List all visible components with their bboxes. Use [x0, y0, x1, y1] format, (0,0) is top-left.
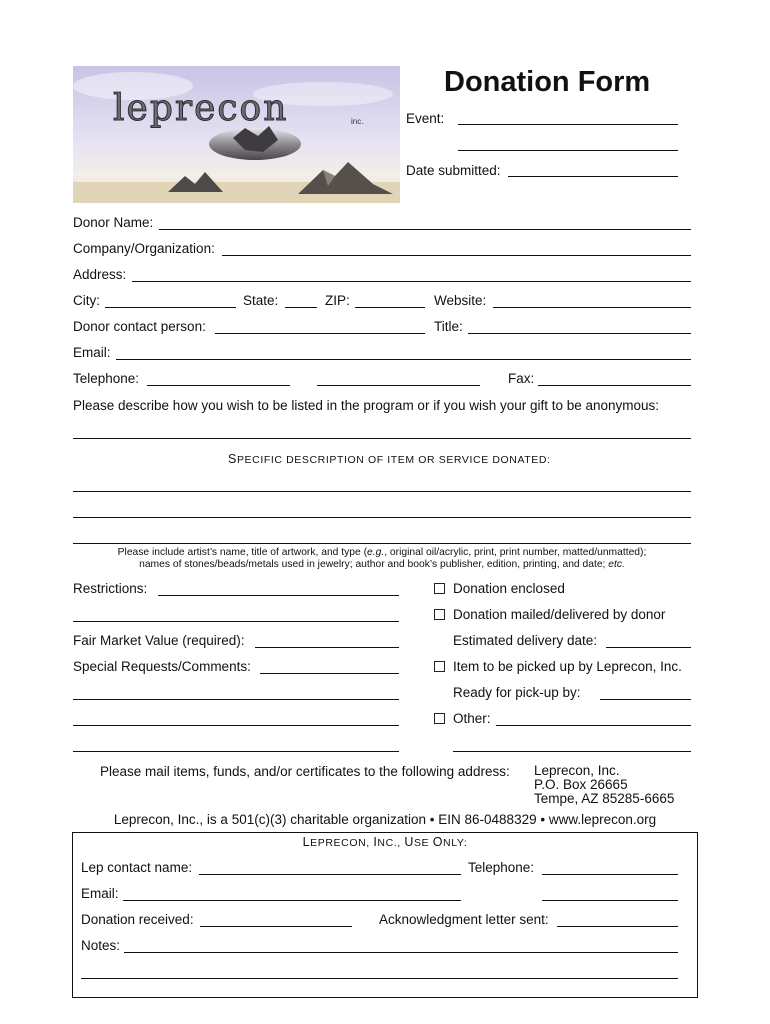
special-requests-line-4[interactable]: [73, 751, 399, 752]
leprecon-logo: [73, 66, 400, 203]
checkbox[interactable]: [434, 583, 445, 594]
mailing-address: Leprecon, Inc. P.O. Box 26665 Tempe, AZ 85285-6665: [534, 763, 675, 806]
city-label: City:: [73, 293, 100, 308]
office-email-line[interactable]: [123, 900, 461, 901]
estimated-delivery-label: Estimated delivery date:: [453, 633, 598, 648]
title-label: Title:: [434, 319, 463, 334]
ack-letter-label: Acknowledgment letter sent:: [379, 912, 549, 927]
special-requests-line-2[interactable]: [73, 699, 399, 700]
donation-enclosed-option[interactable]: Donation enclosed: [434, 581, 565, 596]
telephone-label: Telephone:: [73, 371, 140, 386]
special-requests-line-1[interactable]: [260, 673, 399, 674]
company-label: Company/Organization:: [73, 241, 215, 256]
city-line[interactable]: [105, 307, 236, 308]
notes-label: Notes:: [81, 938, 121, 953]
special-requests-label: Special Requests/Comments:: [73, 659, 251, 674]
contact-person-label: Donor contact person:: [73, 319, 206, 334]
event-line-1[interactable]: [458, 124, 678, 125]
other-option[interactable]: Other:: [434, 711, 491, 726]
page-title: Donation Form: [444, 66, 651, 98]
email-line[interactable]: [116, 359, 691, 360]
office-use-heading: LEPRECON, INC., USE ONLY:: [302, 835, 468, 849]
other-line-1[interactable]: [496, 725, 691, 726]
notes-line-2[interactable]: [81, 978, 678, 979]
website-line[interactable]: [493, 307, 691, 308]
special-requests-line-3[interactable]: [73, 725, 399, 726]
office-email-label: Email:: [81, 886, 119, 901]
telephone-line[interactable]: [147, 385, 290, 386]
title-line[interactable]: [468, 333, 691, 334]
office-telephone-line[interactable]: [542, 874, 678, 875]
website-label: Website:: [434, 293, 487, 308]
description-line-2[interactable]: [73, 517, 691, 518]
donor-name-label: Donor Name:: [73, 215, 154, 230]
company-line[interactable]: [222, 255, 691, 256]
telephone-line-2[interactable]: [317, 385, 480, 386]
date-submitted-label: Date submitted:: [406, 163, 501, 178]
picked-up-option[interactable]: Item to be picked up by Leprecon, Inc.: [434, 659, 682, 674]
donation-received-label: Donation received:: [81, 912, 194, 927]
zip-line[interactable]: [355, 307, 425, 308]
svg-text:leprecon: leprecon: [113, 88, 289, 129]
ready-pickup-label: Ready for pick-up by:: [453, 685, 581, 700]
zip-label: ZIP:: [325, 293, 350, 308]
event-line-2[interactable]: [458, 150, 678, 151]
fax-label: Fax:: [508, 371, 535, 386]
restrictions-label: Restrictions:: [73, 581, 148, 596]
estimated-delivery-line[interactable]: [606, 647, 691, 648]
mail-instruction: Please mail items, funds, and/or certificates to the following address:: [100, 764, 510, 779]
description-line-3[interactable]: [73, 543, 691, 544]
description-note: Please include artist’s name, title of artwork, and type (e.g., original oil/acrylic, print, print number, matted/unmatted); names of stones/beads/metals used in jewelry; author and book’s publisher, edition, printing, and date; etc.: [117, 547, 647, 570]
checkbox[interactable]: [434, 609, 445, 620]
event-label: Event:: [406, 111, 445, 126]
date-submitted-line[interactable]: [508, 176, 678, 177]
fax-line[interactable]: [538, 385, 691, 386]
donor-name-line[interactable]: [159, 229, 691, 230]
checkbox[interactable]: [434, 661, 445, 672]
other-line-2[interactable]: [453, 751, 691, 752]
ack-letter-line[interactable]: [557, 926, 678, 927]
logo-graphic: [73, 66, 400, 203]
notes-line-1[interactable]: [124, 952, 678, 953]
checkbox[interactable]: [434, 713, 445, 724]
contact-person-line[interactable]: [215, 333, 425, 334]
listing-line[interactable]: [73, 438, 691, 439]
organization-footer: Leprecon, Inc., is a 501(c)(3) charitable organization • EIN 86-0488329 • www.leprecon.org: [113, 812, 657, 827]
svg-text:inc.: inc.: [351, 117, 364, 126]
restrictions-line-2[interactable]: [73, 621, 399, 622]
address-line[interactable]: [132, 281, 691, 282]
email-label: Email:: [73, 345, 111, 360]
listing-prompt: Please describe how you wish to be listed in the program or if you wish your gift to be anonymous:: [73, 398, 660, 413]
state-label: State:: [243, 293, 279, 308]
donation-received-line[interactable]: [200, 926, 352, 927]
description-heading: SPECIFIC DESCRIPTION OF ITEM OR SERVICE DONATED:: [228, 452, 551, 466]
ready-pickup-line[interactable]: [600, 699, 691, 700]
description-line-1[interactable]: [73, 491, 691, 492]
donation-mailed-option[interactable]: Donation mailed/delivered by donor: [434, 607, 665, 622]
address-label: Address:: [73, 267, 127, 282]
fmv-line[interactable]: [255, 647, 399, 648]
state-line[interactable]: [285, 307, 317, 308]
lep-contact-line[interactable]: [199, 874, 461, 875]
fmv-label: Fair Market Value (required):: [73, 633, 245, 648]
lep-contact-label: Lep contact name:: [81, 860, 193, 875]
office-telephone-line-2[interactable]: [542, 900, 678, 901]
restrictions-line-1[interactable]: [158, 595, 399, 596]
office-telephone-label: Telephone:: [468, 860, 535, 875]
